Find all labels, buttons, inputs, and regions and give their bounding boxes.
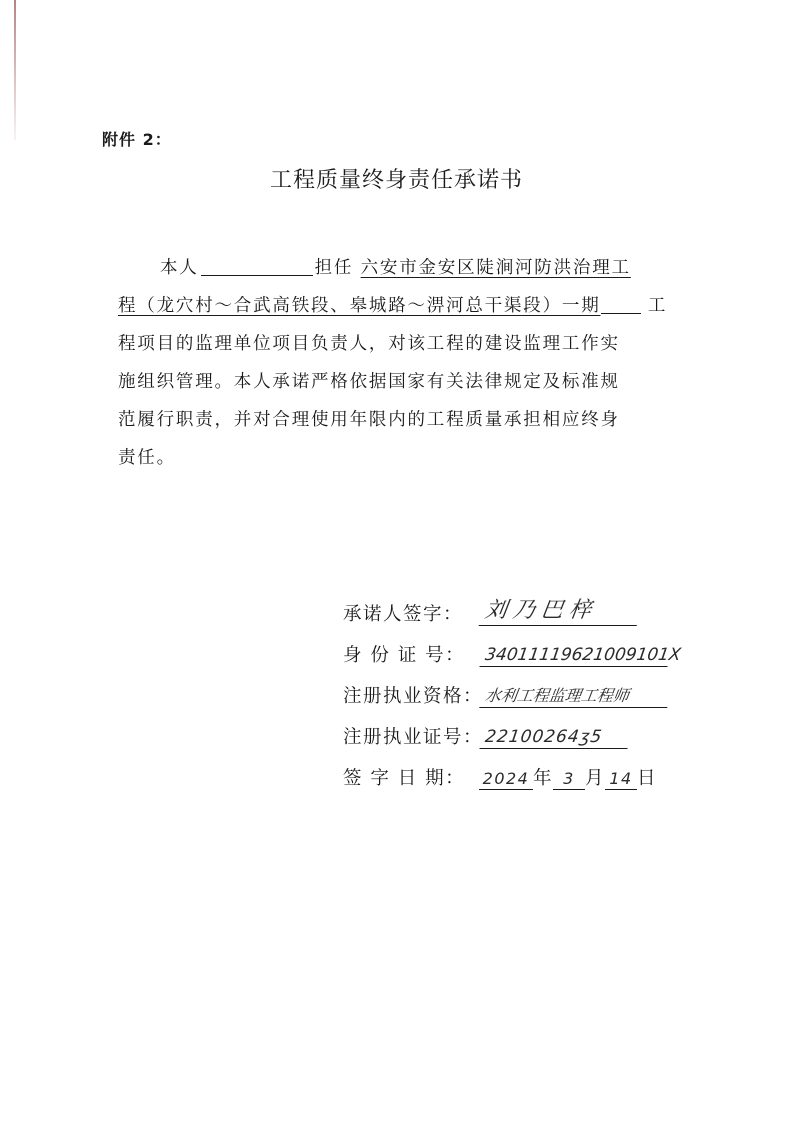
statement-text: 工 (647, 296, 668, 316)
month-unit: 月 (585, 768, 606, 789)
date-day-value: 14 (605, 769, 637, 790)
project-name-part-2: 程（龙穴村～合武高铁段、皋城路～淠河总干渠段）一期 (118, 296, 601, 316)
qualification-value: 水利工程监理工程师 (479, 683, 671, 708)
date-month-value: 3 (553, 769, 585, 790)
day-unit: 日 (637, 768, 658, 789)
id-number-value: 34011119621009101X (479, 645, 670, 667)
id-label: 身 份 证 号： (343, 645, 466, 666)
registration-label: 注册执业证号： (343, 727, 484, 748)
qualification-label: 注册执业资格： (343, 686, 484, 707)
date-label: 签 字 日 期： (343, 768, 466, 789)
name-blank (201, 255, 313, 276)
date-row (343, 749, 683, 790)
commitment-statement (118, 249, 688, 477)
signer-label: 承诺人签字： (343, 604, 464, 625)
attachment-label: 附件 2： (102, 130, 172, 149)
statement-text: 担任 (314, 258, 354, 278)
statement-line-3: 程项目的监理单位项目负责人，对该工程的建设监理工作实 (118, 334, 620, 354)
date-year-value: 2024 (479, 769, 533, 790)
underline-tail (601, 293, 641, 314)
project-name-part-1: 六安市金安区陡涧河防洪治理工 (360, 258, 631, 278)
id-row (343, 626, 683, 667)
statement-line-5: 范履行职责，并对合理使用年限内的工程质量承担相应终身 (118, 410, 620, 430)
year-unit: 年 (533, 768, 554, 789)
statement-line-6: 责任。 (118, 448, 176, 468)
scan-edge-mark (14, 0, 16, 140)
signer-row (343, 585, 683, 626)
statement-line-2 (118, 287, 688, 325)
signature-block (343, 585, 683, 790)
qualification-row (343, 667, 683, 708)
statement-line-4: 施组织管理。本人承诺严格依据国家有关法律规定及标准规 (118, 372, 620, 392)
statement-text: 本人 (160, 258, 199, 278)
handwritten-signature: 刘乃巴梓 (479, 593, 642, 626)
registration-row (343, 708, 683, 749)
registration-number-value: 22100264ʒ5 (479, 727, 630, 749)
statement-line-1 (118, 249, 688, 287)
document-title: 工程质量终身责任承诺书 (269, 168, 523, 193)
